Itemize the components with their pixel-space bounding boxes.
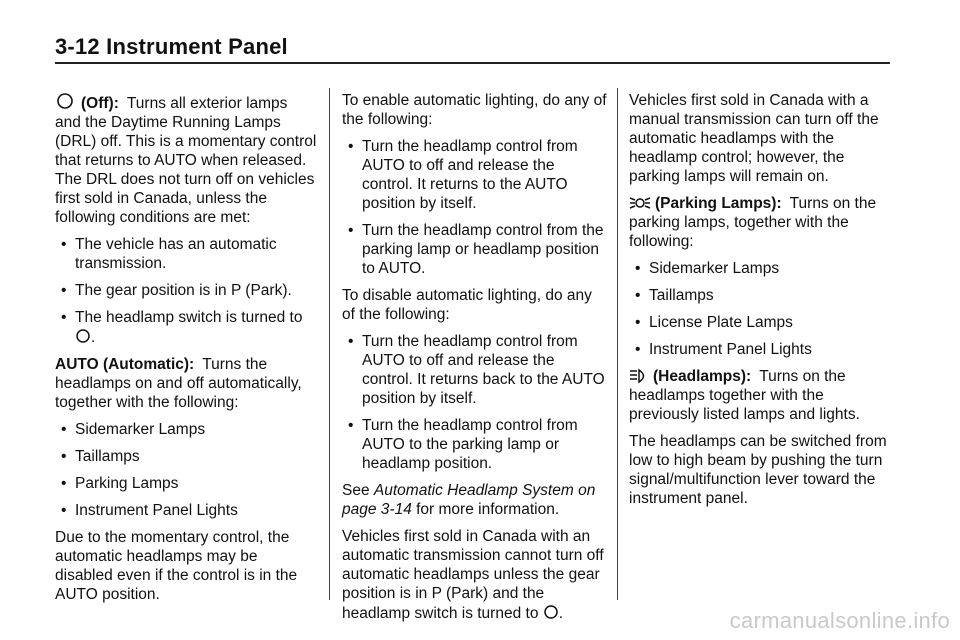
headlamp-icon: [629, 368, 649, 384]
momentary-paragraph: Due to the momentary control, the automatic headlamps may be disabled even if the control is in the AUTO position.: [55, 529, 298, 603]
page-title: 3-12 Instrument Panel: [55, 34, 288, 59]
see-reference: [342, 481, 608, 519]
column-3: [629, 91, 894, 516]
list-item: • The vehicle has an automatic transmission.: [55, 235, 317, 273]
list-item: • Parking Lamps: [55, 474, 317, 493]
list-item: • Turn the headlamp control from AUTO to the parking lamp or headlamp position.: [342, 416, 608, 473]
off-text: Turns all exterior lamps and the Daytime Running Lamps (DRL) off. This is a momentary control that returns to AUTO when released. The DRL does not turn off on vehicles first sold in Canada, unless the following conditions are met:: [55, 95, 317, 226]
auto-list: [55, 420, 317, 520]
list-item: • Instrument Panel Lights: [55, 501, 317, 520]
page-header: [55, 34, 890, 62]
parking-lamp-icon: [629, 195, 651, 211]
list-item: • Instrument Panel Lights: [629, 340, 894, 359]
header-rule: [55, 62, 890, 64]
power-off-icon: [75, 327, 91, 345]
canada-manual-paragraph: Vehicles first sold in Canada with a manual transmission can turn off the automatic headlamps with the headlamp control; however, the parking lamps will remain on.: [629, 92, 879, 185]
cross-reference-link[interactable]: Automatic Headlamp System on page 3-14: [342, 482, 596, 518]
list-item: • Turn the headlamp control from AUTO to off and release the control. It returns back to the AUTO position by itself.: [342, 332, 608, 408]
parking-list: [629, 259, 894, 359]
parking-paragraph: [629, 194, 894, 251]
list-item: • The headlamp switch is turned to .: [55, 308, 317, 347]
list-item: • Turn the headlamp control from AUTO to off and release the control. It returns to the AUTO position by itself.: [342, 137, 608, 213]
parking-term: (Parking Lamps):: [655, 195, 782, 212]
disable-intro: To disable automatic lighting, do any of the following:: [342, 287, 592, 323]
watermark: carmanualsonline.info: [729, 608, 950, 633]
list-item: • Taillamps: [629, 286, 894, 305]
enable-intro: To enable automatic lighting, do any of the following:: [342, 92, 607, 128]
auto-text: Turns the headlamps on and off automatically, together with the following:: [55, 356, 302, 411]
column-divider: [617, 88, 618, 600]
list-item: • Taillamps: [55, 447, 317, 466]
enable-list: [342, 137, 608, 278]
auto-paragraph: [55, 355, 317, 412]
power-off-icon: [55, 91, 75, 111]
parking-text: Turns on the parking lamps, together with the following:: [629, 195, 877, 250]
list-item: • Sidemarker Lamps: [55, 420, 317, 439]
headlamps-paragraph: [629, 367, 894, 424]
canada-auto-text: Vehicles first sold in Canada with an automatic transmission cannot turn off automatic headlamps unless the gear position is in P (Park) and the headlamp switch is turned to: [342, 528, 604, 622]
headlamps-term: (Headlamps):: [653, 368, 752, 385]
list-item: • Sidemarker Lamps: [629, 259, 894, 278]
column-2: [342, 91, 608, 631]
see-suffix: for more information.: [416, 501, 560, 518]
highbeam-paragraph: The headlamps can be switched from low to high beam by pushing the turn signal/multifunction lever toward the instrument panel.: [629, 433, 887, 507]
headlamps-text: Turns on the headlamps together with the previously listed lamps and lights.: [629, 368, 860, 423]
conditions-list: [55, 235, 317, 347]
list-item: • The gear position is in P (Park).: [55, 281, 317, 300]
disable-list: [342, 332, 608, 473]
column-divider: [329, 88, 330, 600]
off-term: (Off):: [81, 95, 119, 112]
off-paragraph: [55, 91, 317, 227]
condition-text: The headlamp switch is turned to: [75, 309, 303, 326]
see-prefix: See: [342, 482, 370, 499]
column-1: [55, 91, 317, 612]
list-item: • License Plate Lamps: [629, 313, 894, 332]
list-item: • Turn the headlamp control from the parking lamp or headlamp position to AUTO.: [342, 221, 608, 278]
canada-auto-paragraph: Vehicles first sold in Canada with an automatic transmission cannot turn off automatic headlamps unless the gear position is in P (Park) and the headlamp switch is turned to .: [342, 528, 604, 622]
power-off-icon: [543, 603, 559, 621]
auto-term: AUTO (Automatic):: [55, 356, 195, 373]
